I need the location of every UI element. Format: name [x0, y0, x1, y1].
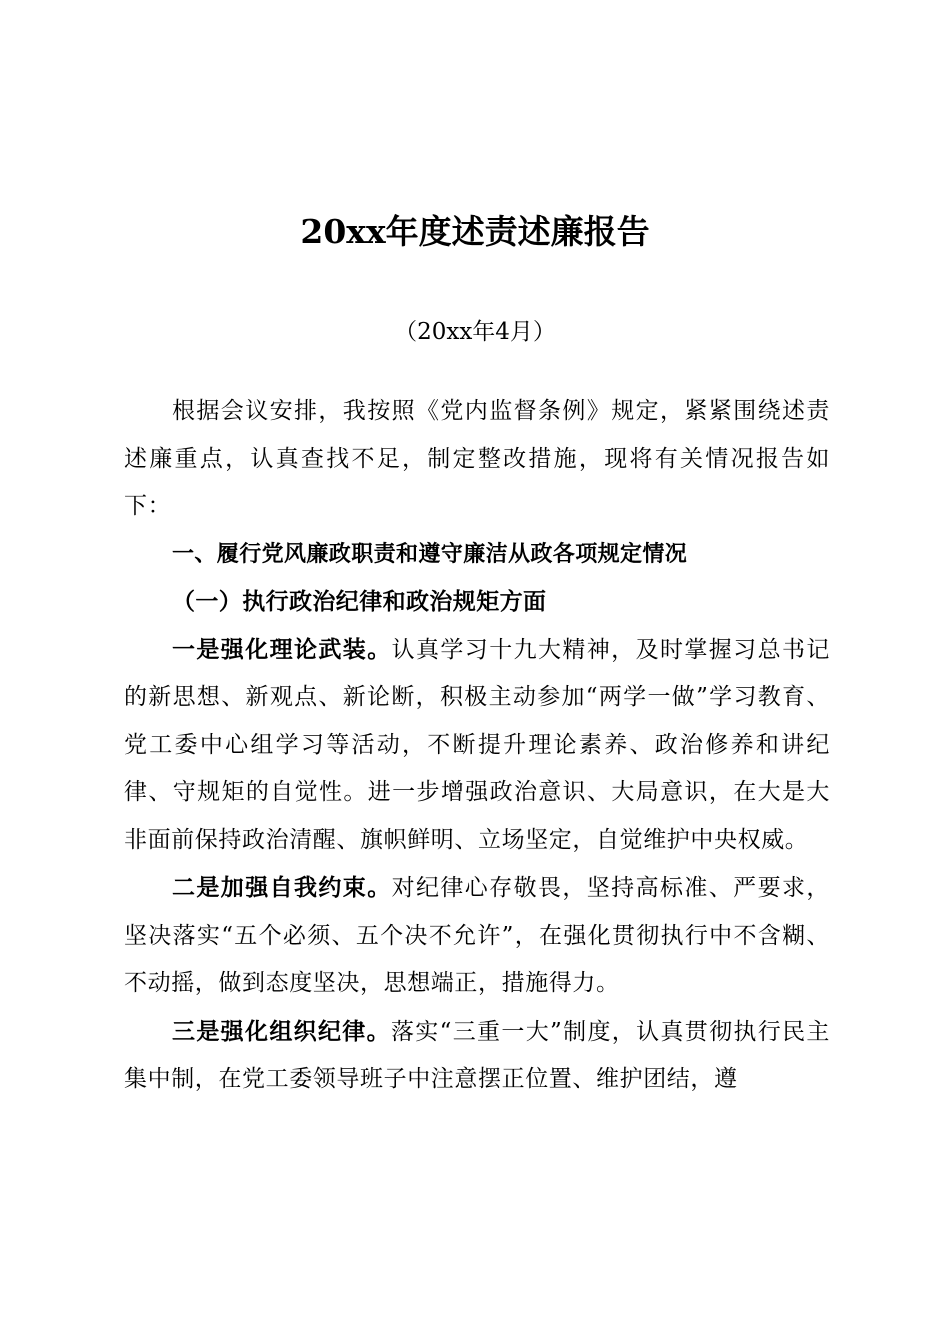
item-lead-3: 三是强化组织纪律。: [172, 1017, 391, 1045]
item-text-2: 对纪律心存敬畏，坚持高标准、严要求，坚决落实“五个必须、五个决不允许”，在强化贯彻执行中不含糊、不动摇，做到态度坚决，思想端正，措施得力。: [124, 875, 830, 996]
item-lead-1: 一是强化理论武装。: [172, 635, 392, 663]
item-lead-2: 二是加强自我约束。: [172, 874, 392, 901]
document-date: （20xx年4月）: [394, 319, 556, 345]
document-body: [124, 388, 830, 1104]
item-paragraph-3: [124, 1008, 830, 1104]
item-paragraph-2: [124, 864, 830, 1008]
item-text-3: 落实“三重一大”制度，认真贯彻执行民主集中制，在党工委领导班子中注意摆正位置、维护团结，遵: [124, 1018, 830, 1092]
section-heading: 一、履行党风廉政职责和遵守廉洁从政各项规定情况: [172, 541, 688, 567]
document-title: 20xx年度述责述廉报告: [300, 212, 650, 251]
intro-paragraph: 根据会议安排，我按照《党内监督条例》规定，紧紧围绕述责述廉重点，认真查找不足，制定整改措施，现将有关情况报告如下：: [124, 398, 830, 519]
item-paragraph-1: [124, 626, 830, 865]
subsection-heading: （一）执行政治纪律和政治规矩方面: [172, 588, 547, 615]
item-text-1: 认真学习十九大精神，及时掌握习总书记的新思想、新观点、新论断，积极主动参加“两学一做”学习教育、党工委中心组学习等活动，不断提升理论素养、政治修养和讲纪律、守规矩的自觉性。进一步增强政治意识、大局意识，在大是大非面前保持政治清醒、旗帜鲜明、立场坚定，自觉维护中央权威。: [124, 636, 830, 853]
